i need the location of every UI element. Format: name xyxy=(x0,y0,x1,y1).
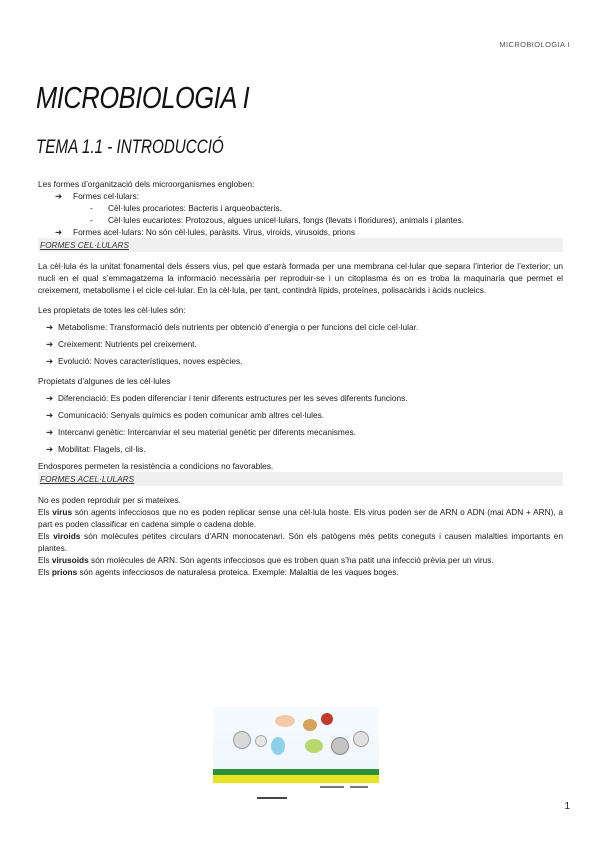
list-item: ➔ Metabolisme: Transformació dels nutrients per obtenció d’energia o per funcions del cicle cel·lular. xyxy=(46,322,419,332)
list-item: ➔ Mobilitat: Flagels, cil·lis. xyxy=(46,444,146,454)
props-all-title: Les propietats de totes les cèl·lules són: xyxy=(38,305,186,315)
props-some-title: Propietats d’algunes de les cèl·lules xyxy=(38,376,171,386)
props-some-list xyxy=(46,392,563,455)
section-heading-cellular: FORMES CEL·LULARS xyxy=(38,238,563,252)
list-item: ➔ Intercanvi genètic: Intercanviar el seu material genètic per diferents mecanismes. xyxy=(46,427,356,437)
figure-band-yellow xyxy=(213,775,379,783)
viroids-paragraph: Els viroids són molècules petites circulars d’ARN monocatenari. Són els patògens més petits coneguts i causen malalties importants en plantes. xyxy=(38,531,563,553)
list-item: - Cèl·lules procariotes: Bacteris i arqueobacteris. xyxy=(90,203,282,213)
section-heading-acellular: FORMES ACEL·LULARS xyxy=(38,472,563,486)
arrow-icon: ➔ xyxy=(46,444,53,454)
figure-caption-mark xyxy=(320,786,344,788)
arrow-icon: ➔ xyxy=(46,356,53,366)
arrow-icon: ➔ xyxy=(46,339,53,349)
microorganism-scale-figure xyxy=(213,707,379,783)
figure-caption-mark xyxy=(350,786,368,788)
page-title: MICROBIOLOGIA I xyxy=(36,80,250,115)
document-body xyxy=(38,178,563,578)
list-item: ➔ Evolució: Noves característiques, noves espècies. xyxy=(46,356,243,366)
arrow-icon: ➔ xyxy=(46,410,53,420)
dash-bullet: - xyxy=(90,203,93,213)
cell-paragraph: La cèl·lula és la unitat fonamental dels éssers vius, pel que estarà formada per una membrana cel·lular que separa l’interior de l’exterior; un nucli en el qual s’emmagatzema la informació necessària per reproduir-se i un citoplasma és on es troba la maquinaria que permet el creixement, metabolisme i el cicle cel·lular. En la cèl·lula, per tant, contindrà lípids, proteïnes, polisacàrids i àcids nucleics. xyxy=(38,261,563,295)
arrow-icon: ➔ xyxy=(55,191,62,201)
dash-bullet: - xyxy=(90,215,93,225)
figure-caption-mark xyxy=(257,797,287,799)
arrow-icon: ➔ xyxy=(46,322,53,332)
arrow-icon: ➔ xyxy=(46,427,53,437)
list-item: ➔ Formes acel·lulars: No són cèl·lules, paràsits. Virus, viroids, virusoids, prions xyxy=(55,227,356,237)
virusoids-paragraph: Els virusoids són molècules de ARN. Són agents infecciosos que es troben quan s’ha patit una infecció prèvia per un virus. xyxy=(38,555,494,565)
topic-subtitle: TEMA 1.1 - INTRODUCCIÓ xyxy=(36,137,224,158)
prions-paragraph: Els prions són agents infecciosos de naturalesa proteica. Exemple: Malaltia de les vaques boges. xyxy=(38,567,399,577)
list-item: ➔ Formes cel·lulars: xyxy=(55,191,139,201)
list-item: ➔ Comunicació: Senyals químics es poden comunicar amb altres cel·lules. xyxy=(46,410,325,420)
arrow-icon: ➔ xyxy=(46,393,53,403)
list-item: ➔ Creixement: Nutrients pel creixement. xyxy=(46,339,197,349)
list-item: ➔ Diferenciació: Es poden diferenciar i tenir diferents estructures per les seves diferents funcions. xyxy=(46,393,408,403)
running-header: MICROBIOLOGIA I xyxy=(499,40,570,49)
list-item: - Cèl·lules eucariotes: Protozous, algues unicel·lulars, fongs (llevats i floridures), animals i plantes. xyxy=(90,215,465,225)
virus-paragraph: Els virus són agents infecciosos que no es poden replicar sense una cèl·lula hoste. Els virus poden ser de ARN o ADN (mai ADN + ARN), a part es poden classificar en cadena simple o cadena doble. xyxy=(38,507,563,529)
endospores-note: Endospores permeten la resistència a condicions no favorables. xyxy=(38,461,274,471)
arrow-icon: ➔ xyxy=(55,227,62,237)
acellular-line: No es poden reproduir per si mateixes. xyxy=(38,495,181,505)
intro-lead: Les formes d’organització dels microorganismes engloben: xyxy=(38,179,255,189)
props-all-list xyxy=(46,321,563,367)
page-number: 1 xyxy=(564,801,570,812)
